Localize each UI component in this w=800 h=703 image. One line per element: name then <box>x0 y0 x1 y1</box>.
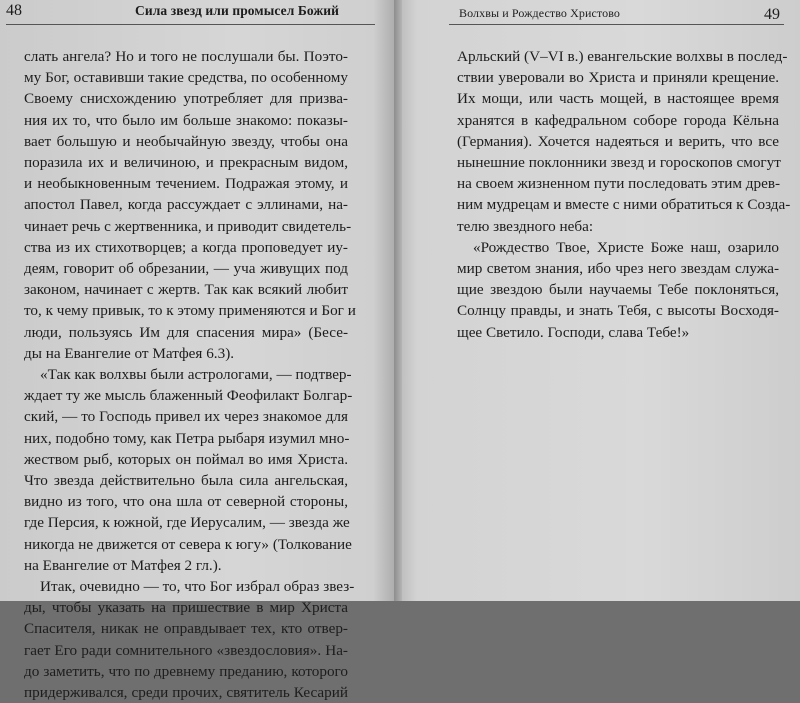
text-line: щие звездою были научаемы Тебе поклоняться, <box>457 281 779 299</box>
text-line: до заметить, что по древнему преданию, которого <box>24 662 348 680</box>
text-line: ждает ту же мысль блаженный Феофилакт Болгар- <box>24 387 353 405</box>
left-page <box>0 0 397 702</box>
text-line: ства из их стихотворцев; а когда проповедует иу- <box>24 238 348 256</box>
text-line: «Так как волхвы были астрологами, — подтвер- <box>40 366 352 384</box>
text-line: на Евангелие от Матфея 2 гл.). <box>24 556 222 574</box>
page-number-right: 49 <box>764 6 780 23</box>
text-line: апостол Павел, когда рассуждает с эллинами, на- <box>24 196 348 214</box>
text-line: гает Его ради сомнительного «звездословия». На- <box>24 641 348 659</box>
right-page-header <box>397 0 800 24</box>
header-rule-right <box>449 24 784 25</box>
text-line: поразила их и величиною, и прекрасным видом, <box>24 154 348 172</box>
text-line: Их мощи, или часть мощей, в настоящее время <box>457 90 779 108</box>
text-line: Спасителя, никак не оправдывает тех, кто отвер- <box>24 620 348 638</box>
text-line: «Рождество Твое, Христе Боже наш, озарило <box>473 238 779 256</box>
left-page-body <box>24 46 356 703</box>
text-line: мир светом знания, ибо чрез него звездам служа- <box>457 260 779 278</box>
text-line: где Персия, к южной, где Иерусалим, — звезда же <box>24 514 350 532</box>
text-line: Итак, очевидно — то, что Бог избрал образ звез- <box>40 578 355 596</box>
text-line: придерживался, среди прочих, святитель Кесарий <box>24 684 348 702</box>
text-line: щее Светило. Господи, слава Тебе!» <box>457 323 690 341</box>
text-line: на своем жизненном пути последовать этим древ- <box>457 175 781 193</box>
text-line: деям, говорит об обрезании, — уча живущих под <box>24 260 348 278</box>
text-line: телю звездного неба: <box>457 217 594 235</box>
text-line: му Бог, оставивши такие средства, по особенному <box>24 69 348 87</box>
text-line: видно из того, что она шла от северной стороны, <box>24 493 348 511</box>
text-line: слать ангела? Но и того не послушали бы. Поэто- <box>24 48 348 65</box>
text-line: никогда не движется от севера к югу» (Толкование <box>24 535 352 553</box>
text-line: ния их то, что было им больше знакомо: показы- <box>24 111 348 129</box>
text-line: ды на Евангелие от Матфея 6.3). <box>24 344 235 362</box>
text-line: ствии уверовали во Христа и приняли крещение. <box>457 69 779 87</box>
right-page <box>397 0 800 601</box>
right-page-body <box>457 46 791 343</box>
text-line: Своему снисхождению употребляет для призва- <box>24 90 348 108</box>
text-line: нынешние поклонники звезд и гороскопов смогут <box>457 154 781 172</box>
page-number-left: 48 <box>6 2 22 19</box>
text-line: вает большую и необычайную звезду, чтобы она <box>24 132 348 150</box>
text-line: ним мудрецам и вместе с ними обратиться к Созда- <box>457 196 791 214</box>
text-line: жеством рыб, которых он поймал во имя Христа. <box>24 450 348 468</box>
left-page-header <box>0 0 397 24</box>
text-line: (Германия). Хочется надеяться и верить, что все <box>457 132 779 150</box>
text-line: ды, чтобы указать на пришествие в мир Христа <box>24 599 348 617</box>
text-line: Что звезда действительно была сила ангельская, <box>24 472 348 490</box>
running-head-left: Сила звезд или промысел Божий <box>135 3 340 18</box>
text-line: ский, — то Господь привел их через знакомое для <box>24 408 348 426</box>
book-gutter <box>394 0 402 601</box>
text-line: Солнцу правды, и знать Тебя, с высоты Восходя- <box>457 302 779 320</box>
text-line: хранятся в кафедральном соборе города Кёльна <box>457 111 779 129</box>
header-rule-left <box>6 24 375 25</box>
text-line: чинает речь с жертвенника, и приводит свидетель- <box>24 217 352 235</box>
text-line: них, подобно тому, как Петра рыбаря изумил мно- <box>24 429 350 447</box>
text-line: люди, пользуясь Им для спасения мира» (Бесе- <box>24 323 348 341</box>
text-line: то, к чему привык, то к этому применяются и Бог и <box>24 302 356 320</box>
running-head-right: Волхвы и Рождество Христово <box>459 6 621 20</box>
text-line: законом, начинает с жертв. Так как всякий любит <box>24 281 348 299</box>
text-line: и необыкновенным течением. Подражая этому, и <box>24 175 348 193</box>
text-line: Арльский (V–VI в.) евангельские волхвы в послед- <box>457 48 788 65</box>
